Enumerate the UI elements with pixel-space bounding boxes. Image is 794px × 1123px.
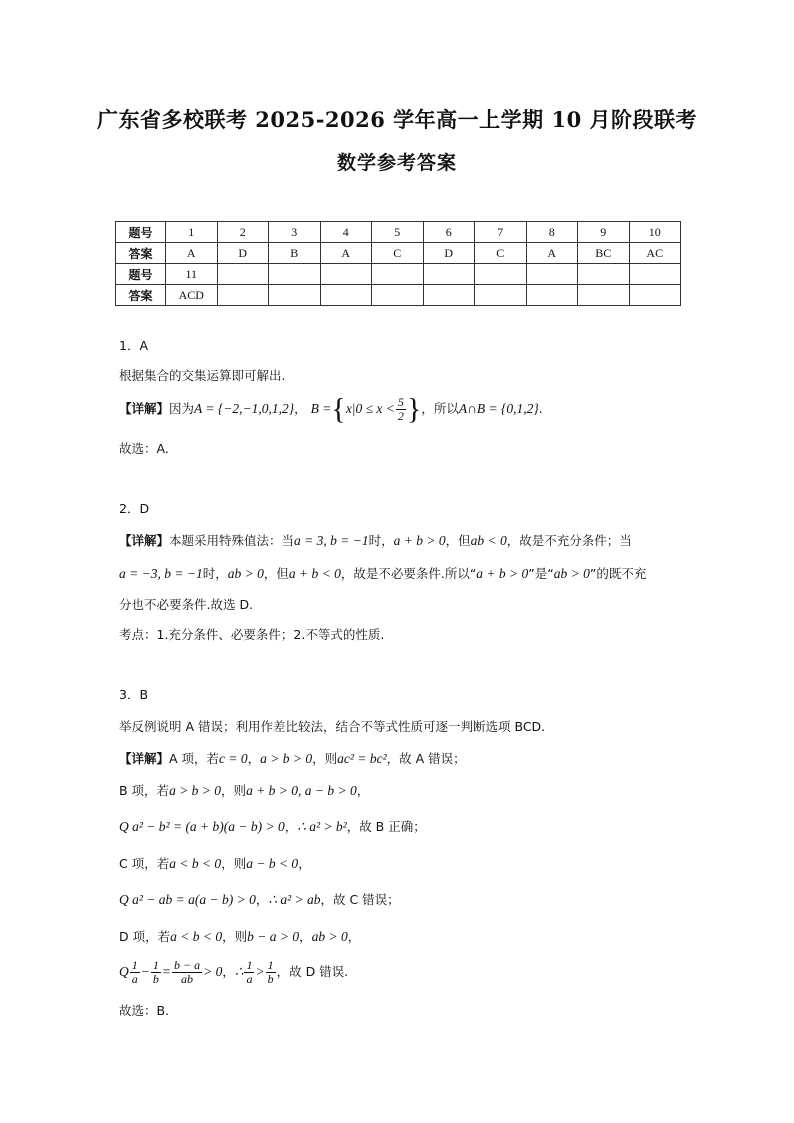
table-cell — [217, 285, 269, 306]
fraction: $\frac{5}{2}$ — [397, 395, 404, 423]
table-cell: 11 — [166, 264, 218, 285]
table-cell — [269, 264, 321, 285]
table-cell — [629, 264, 681, 285]
table-row — [116, 222, 681, 243]
table-cell: ACD — [166, 285, 218, 306]
table-cell: 4 — [320, 222, 372, 243]
q2-line3: 分也不必要条件.故选 D. — [119, 597, 254, 612]
table-cell: C — [475, 243, 527, 264]
q1-heading: 1．A — [119, 338, 149, 353]
table-cell — [526, 264, 578, 285]
math-expr: B = — [310, 401, 332, 416]
q2-heading: 2．D — [119, 501, 150, 516]
q3-choose: 故选：B. — [119, 1003, 170, 1018]
q3-hint: 举反例说明 A 错误；利用作差比较法，结合不等式性质可逐一判断选项 BCD. — [119, 719, 546, 734]
fraction: $\frac{1}{a}$ — [246, 958, 253, 986]
table-header-cell: 答案 — [116, 243, 166, 264]
table-cell — [423, 264, 475, 285]
table-cell — [526, 285, 578, 306]
q3-option-c-proof: Q a² − ab = a(a − b) > 0，∴ a² > ab，故 C 错误； — [119, 892, 400, 907]
table-header-cell: 答案 — [116, 285, 166, 306]
detail-tag: 【详解】 — [119, 533, 170, 548]
table-cell: D — [423, 243, 475, 264]
table-cell — [475, 264, 527, 285]
q3-heading: 3．B — [119, 687, 149, 702]
left-brace: { — [331, 392, 346, 426]
table-cell: 10 — [629, 222, 681, 243]
table-cell: 6 — [423, 222, 475, 243]
table-cell — [578, 285, 630, 306]
table-cell: A — [526, 243, 578, 264]
table-row — [116, 285, 681, 306]
q3-option-d-proof: Q $\frac{1}{a}$ − $\frac{1}{b}$ = $\frac{b - a}{ab}$ > 0，∴ $\frac{1}{a}$ > $\frac{1}{b}$ ，故 D 错误. — [119, 958, 349, 986]
table-cell: 9 — [578, 222, 630, 243]
table-cell — [269, 285, 321, 306]
fraction: $\frac{b - a}{ab}$ — [174, 958, 201, 986]
math-expr: A∩B = {0,1,2} — [458, 401, 539, 416]
q2-line4: 考点：1.充分条件、必要条件；2.不等式的性质. — [119, 627, 385, 642]
table-header-cell: 题号 — [116, 222, 166, 243]
q3-option-d: D 项，若a < b < 0，则b − a > 0，ab > 0， — [119, 929, 361, 944]
answer-table — [115, 221, 681, 306]
table-cell — [320, 285, 372, 306]
table-cell: D — [217, 243, 269, 264]
detail-tag: 【详解】 — [119, 401, 170, 416]
table-cell — [578, 264, 630, 285]
table-cell: A — [320, 243, 372, 264]
table-cell: 3 — [269, 222, 321, 243]
page-title: 广东省多校联考 2025-2026 学年高一上学期 10 月阶段联考 — [96, 107, 698, 132]
table-cell — [372, 264, 424, 285]
table-cell: C — [372, 243, 424, 264]
table-cell: B — [269, 243, 321, 264]
table-cell: 8 — [526, 222, 578, 243]
table-row — [116, 264, 681, 285]
table-cell: 2 — [217, 222, 269, 243]
q3-option-a: 【详解】A 项，若c = 0，a > b > 0，则ac² = bc²，故 A 错误； — [119, 751, 466, 766]
table-cell: 1 — [166, 222, 218, 243]
q3-option-b: B 项，若a > b > 0，则a + b > 0, a − b > 0， — [119, 783, 370, 798]
math-expr: x|0 ≤ x < — [345, 401, 395, 416]
table-row — [116, 243, 681, 264]
q3-option-c: C 项，若a < b < 0，则a − b < 0， — [119, 856, 311, 871]
table-cell: BC — [578, 243, 630, 264]
table-cell — [372, 285, 424, 306]
q2-line2: a = −3, b = −1时，ab > 0，但a + b < 0，故是不必要条件.所以“a + b > 0”是“ab > 0”的既不充 — [119, 566, 647, 581]
table-cell — [320, 264, 372, 285]
q1-hint: 根据集合的交集运算即可解出. — [119, 368, 286, 383]
fraction: $\frac{1}{b}$ — [152, 958, 159, 986]
table-cell — [475, 285, 527, 306]
right-brace: } — [406, 392, 422, 426]
page-subtitle: 数学参考答案 — [336, 152, 457, 174]
table-cell: 7 — [475, 222, 527, 243]
table-cell: 5 — [372, 222, 424, 243]
table-cell — [423, 285, 475, 306]
table-cell: AC — [629, 243, 681, 264]
detail-tag: 【详解】 — [119, 751, 170, 766]
table-cell — [629, 285, 681, 306]
fraction: $\frac{1}{a}$ — [131, 958, 138, 986]
q3-option-b-proof: Q a² − b² = (a + b)(a − b) > 0，∴ a² > b²，故 B 正确； — [119, 819, 426, 834]
table-cell — [217, 264, 269, 285]
fraction: $\frac{1}{b}$ — [267, 958, 274, 986]
table-cell: A — [166, 243, 218, 264]
math-expr: A = {−2,−1,0,1,2} — [194, 401, 295, 416]
q1-choose: 故选：A. — [119, 441, 169, 456]
table-header-cell: 题号 — [116, 264, 166, 285]
q2-line1: 【详解】本题采用特殊值法：当a = 3, b = −1时，a + b > 0，但ab < 0，故是不充分条件；当 — [119, 533, 632, 548]
q1-detail: 【详解】因为A = {−2,−1,0,1,2}， B ={x|0 ≤ x < $\frac{5}{2}$ }，所以A∩B = {0,1,2}. — [119, 392, 543, 426]
